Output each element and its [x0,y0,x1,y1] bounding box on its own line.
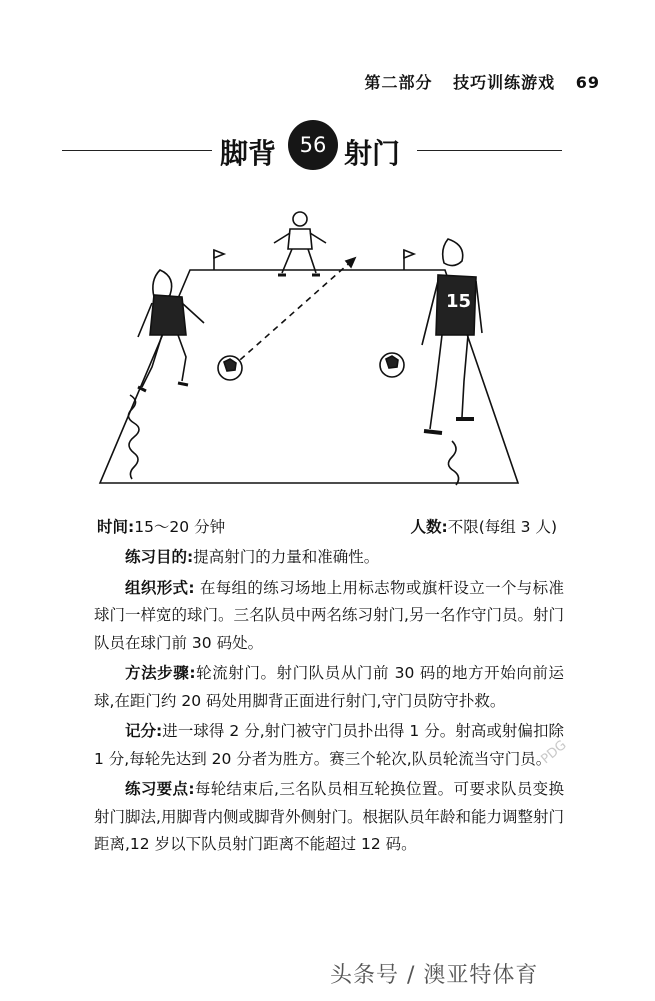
header-part: 第二部分 [364,73,433,92]
title-left-text: 脚背 [220,137,277,170]
source-credit: 头条号 / 澳亚特体育 [330,963,539,988]
paragraph-label: 记分: [125,722,163,740]
time-label: 时间: [97,518,135,536]
paragraph-text: 每轮结束后,三名队员相互轮换位置。可要求队员变换射门脚法,用脚背内侧或脚背外侧射门。根据队员年龄和能力调整射门距离,12 岁以下队员射门距离不能超过 12 码。 [94,780,564,853]
title-rule-left [62,150,212,151]
shot-arrow-head [346,258,355,267]
page-number: 69 [575,73,600,92]
motion-squiggle-left [128,395,139,479]
paragraph-label: 方法步骤: [125,664,196,682]
motion-squiggle-right [448,441,458,485]
players-info [410,515,557,537]
body-text [94,544,564,862]
jersey-number: 15 [446,291,472,312]
paragraph-key-points [94,776,564,859]
paragraph-purpose [94,544,564,572]
title-rule-right [417,150,562,151]
players-value: 不限(每组 3 人) [447,518,557,536]
players-label: 人数: [410,518,448,536]
paragraph-procedure [94,660,564,715]
exercise-number-badge: 56 [288,120,338,170]
shooter-figure [128,270,204,479]
running-header [0,70,600,93]
time-value: 15～20 分钟 [134,518,226,536]
flag-left [214,250,224,258]
paragraph-text: 提高射门的力量和准确性。 [193,548,380,566]
paragraph-label: 练习要点: [125,780,195,798]
shot-path [232,258,355,367]
paragraph-scoring [94,718,564,773]
paragraph-label: 练习目的: [125,548,194,566]
paragraph-text: 在每组的练习场地上用标志物或旗杆设立一个与标准球门一样宽的球门。三名队员中两名练习射门,另一名作守门员。射门队员在球门前 30 码处。 [94,578,564,652]
page-title [62,120,562,180]
time-info [97,515,225,537]
paragraph-text: 轮流射门。射门队员从门前 30 码的地方开始向前运球,在距门约 20 码处用脚背正面进行射门,守门员防守扑救。 [94,664,564,710]
teammate-figure [422,239,482,485]
goalkeeper-figure [274,212,326,275]
paragraph-text: 进一球得 2 分,射门被守门员扑出得 1 分。射高或射偏扣除 1 分,每轮先达到 20 分者为胜方。赛三个轮次,队员轮流当守门员。 [94,722,564,768]
shooting-drill-illustration [90,205,530,490]
header-section: 技巧训练游戏 [453,73,556,92]
watermark: PDG [538,737,570,768]
flag-right [404,250,414,258]
paragraph-label: 组织形式: [125,578,195,597]
paragraph-organization [94,575,564,658]
title-right-text: 射门 [344,137,401,170]
